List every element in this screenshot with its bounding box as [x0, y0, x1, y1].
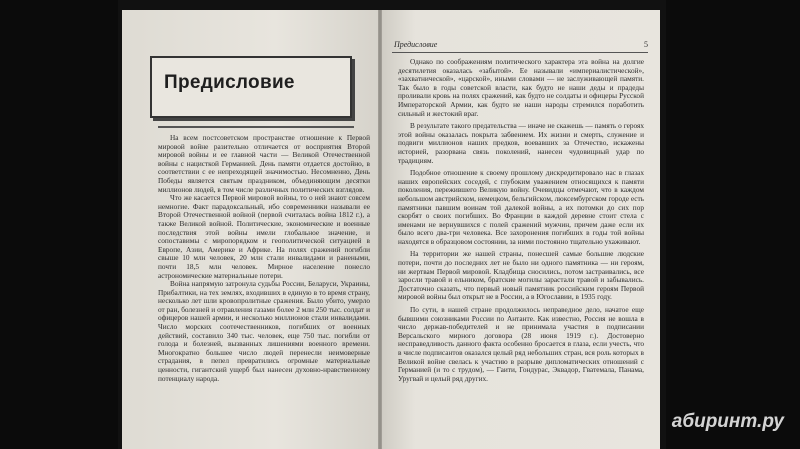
- paragraph: Подобное отношение к своему прошлому дискредитировало нас в глазах наших европейских соседей, с глубоким уважением относящихся к памяти поколения, пережившего Великую войну. Очевидцы отмечают, что в каждом небольшом австрийском, немецком, бельгийском, люксембургском городе есть памятники павшим воинам той далекой войны, а их потомки до сих пор скорбят о своих погибших. Во Франции в каждой деревне стоит стела с именами не вернувшихся с полей сражений мужчин, причем даже если их было всего два-три человека. Все захоронения погибших в годы той войны находятся в образцовом состоянии, за ними постоянно тщательно ухаживают.: [398, 168, 644, 246]
- paragraph: На всем постсоветском пространстве отношение к Первой мировой войне разительно отличается от восприятия Второй мировой войны и ее главной части — Великой Отечественной войны с нацисткой Германией. День памяти отдается достойно, в соответствии с ее непреходящей значимостью. Несомненно, День Победы является святым праздником, объединяющим десятки миллионов людей, в том числе различных политических взглядов.: [158, 133, 370, 194]
- chapter-title-frame: [150, 56, 352, 118]
- paragraph: По сути, в нашей стране продолжилось неправедное дело, начатое еще бывшими союзниками России по Антанте. Как известно, Россия не вошла в число держав-победителей и не принимала участия в подписании Версальского мирного договора (28 июня 1919 г.). Достоверно несправедливость данного факта особенно бросается в глаза, если учесть, что в числе подписантов оказался целый ряд небольших стран, вся роль которых в Великой войне свелась к участию в разрыве дипломатических отношений с Германией (и то с трудом), — Гаити, Гондурас, Эквадор, Гватемала, Панама, Уругвай и целый ряд других.: [398, 305, 644, 383]
- running-header: [392, 40, 648, 53]
- watermark-logo: абиринт.ру: [671, 411, 784, 432]
- title-divider: [158, 126, 354, 128]
- paragraph: Однако по соображениям политического характера эта война на долгие десятилетия оказалась «забытой». Ее называли «империалистической», «захватнической», «царской», иными словами — не заслуживающей памяти. Так было в годы советской власти, как будто не наши деды и прадеды проливали кровь на полях сражений, как будто не солдаты и офицеры Русской Императорской Армии, как будто не наши народы стремился поработить сильный и жестокий враг.: [398, 57, 644, 118]
- right-page: [382, 10, 660, 449]
- left-page-body: [158, 134, 370, 383]
- left-page: [122, 10, 378, 449]
- paragraph: Что же касается Первой мировой войны, то о ней знают совсем немногие. Факт парадоксальный, ибо современники называли ее Второй Отечественной войной (первой считалась война 1812 г.), а также Великой войной. Политические, экономические и военные последствия этой войны имели глобальное значение, и сопоставимы с миропорядком и геополитической ситуацией в Европе, Азии, Америке и Африке. На полях сражений погибли свыше 10 млн человек, 20 млн стали инвалидами и ранеными, почти 18,5 млн человек. Мирное население понесло астрономические материальные потери.: [158, 193, 370, 280]
- running-head-title: Предисловие: [394, 40, 438, 49]
- page-number: 5: [644, 40, 648, 49]
- chapter-title: Предисловие: [164, 72, 295, 93]
- paragraph: В результате такого предательства — иначе не скажешь — память о героях этой войны оказалась покрыта забвением. Их жизни и смерть, служение и подвиги миллионов наших предков, воевавших за Отечество, искажены историей, разорвана связь поколений, нанесен чудовищный удар по традициям.: [398, 121, 644, 165]
- right-page-body: [398, 58, 644, 383]
- paragraph: На территории же нашей страны, понесшей самые большие людские потери, почти до последних лет не было ни одного памятника — ни героям, ни жертвам Первой мировой. Кладбища сносились, потом застраивались, все заросли травой и ельником, братские могилы зарастали травой и забывались. Достаточно сказать, что первый новый памятник российским героям Первой мировой войны был открыт не в России, а в Югославии, в 1935 году.: [398, 249, 644, 302]
- paragraph: Война напрямую затронула судьбы России, Беларуси, Украины, Прибалтики, на тех землях, входивших в единую в то время страну, несколько лет шли кровопролитные сражения. Было убито, умерло от ран, болезней и отравления газами более 2 млн 250 тыс. солдат и офицеров нашей армии, и несколько миллионов стали инвалидами. Число морских соотечественников, погибших от военных действий, составило 340 тыс. человек, еще 750 тыс. погибли от голода и болезней, вызванных лишениями военного времени. Многократно большее число людей перенесли неимоверные страдания, в пепел превратились огромные материальные ценности, гигантский ущерб был нанесен духовно-нравственному потенциалу народа.: [158, 279, 370, 383]
